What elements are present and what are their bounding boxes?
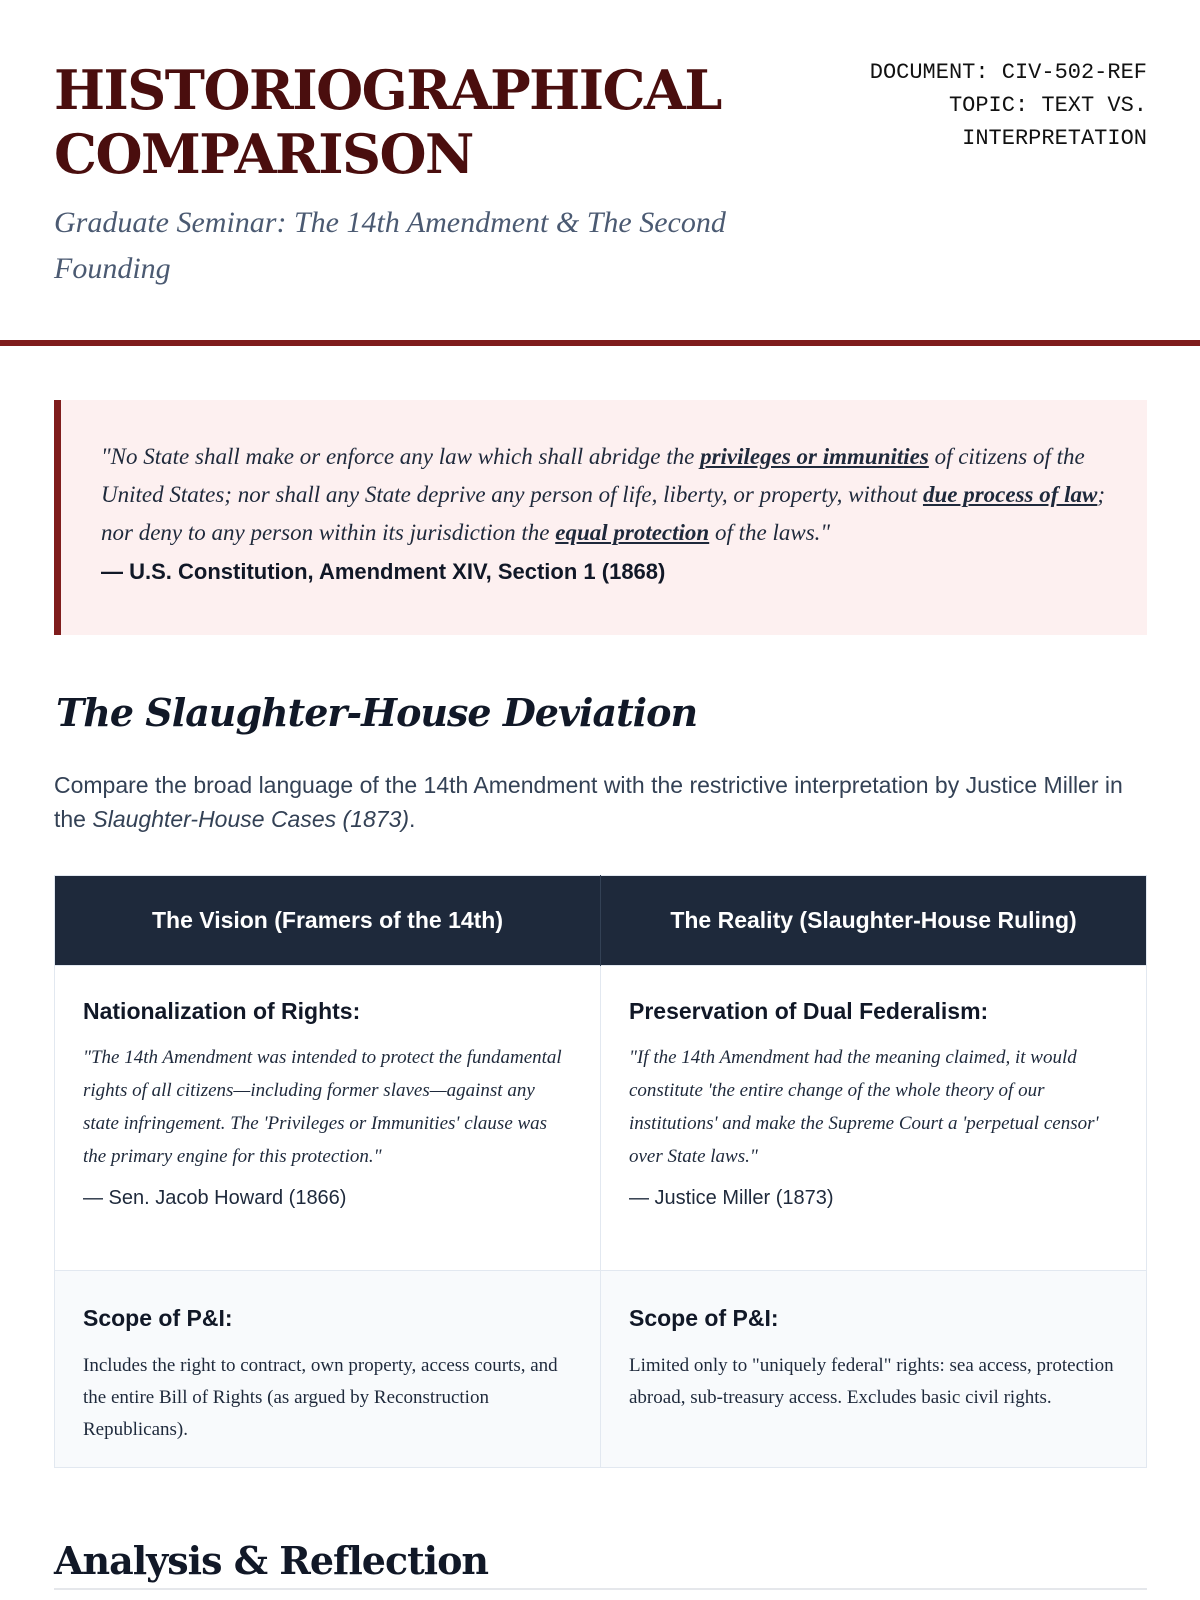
section-intro (54, 768, 1154, 836)
table-header-row (55, 876, 1147, 966)
document-meta (870, 56, 1147, 155)
cell-title: Nationalization of Rights: (83, 998, 361, 1024)
cell-title: Scope of P&I: (629, 1305, 779, 1331)
title-line-1: HISTORIOGRAPHICAL (54, 58, 721, 122)
cell-quote: "The 14th Amendment was intended to protect the fundamental rights of all citizens—including former slaves—against any state infringement. The 'Privileges or Immunities' clause was the primary engine for this protection." (83, 1047, 562, 1167)
case-name: Slaughter-House Cases (1873) (92, 806, 410, 832)
quote-citation: — U.S. Constitution, Amendment XIV, Section 1 (1868) (101, 559, 666, 584)
cell-body: Limited only to "uniquely federal" rights: sea access, protection abroad, sub-treasury access. Excludes basic civil rights. (629, 1355, 1114, 1408)
cell-quote: "If the 14th Amendment had the meaning claimed, it would constitute 'the entire change of the whole theory of our institutions' and make the Supreme Court a 'perpetual censor' over State laws." (629, 1047, 1099, 1167)
document-header (54, 58, 774, 292)
quote-part-4: of the laws." (709, 520, 831, 545)
section-heading-slaughter-house: The Slaughter-House Deviation (56, 690, 698, 735)
title-line-2: COMPARISON (54, 122, 473, 186)
cell-title: Preservation of Dual Federalism: (629, 998, 989, 1024)
table-cell (55, 966, 601, 1271)
quote-text (101, 438, 1107, 552)
topic-line-2: INTERPRETATION (962, 126, 1147, 151)
column-header-vision: The Vision (Framers of the 14th) (55, 876, 601, 966)
page-subtitle: Graduate Seminar: The 14th Amendment & The Second Founding (54, 206, 726, 285)
comparison-table (54, 875, 1147, 1468)
section-heading-analysis: Analysis & Reflection (54, 1538, 489, 1583)
table-cell (601, 966, 1147, 1271)
table-cell (601, 1271, 1147, 1468)
column-header-reality: The Reality (Slaughter-House Ruling) (601, 876, 1147, 966)
table-cell (55, 1271, 601, 1468)
term-privileges-immunities: privileges or immunities (700, 444, 929, 469)
section-divider (54, 1588, 1147, 1590)
quote-part-1: "No State shall make or enforce any law which shall abridge the (101, 444, 701, 469)
document-id: DOCUMENT: CIV-502-REF (869, 60, 1147, 85)
cell-body: Includes the right to contract, own property, access courts, and the entire Bill of Rights (as argued by Reconstruction Republicans). (83, 1355, 558, 1440)
header-divider (0, 340, 1200, 346)
topic-line-1: TOPIC: TEXT VS. (948, 93, 1147, 118)
quote-part-3: ; nor deny to any person within its jurisdiction the (101, 482, 1106, 545)
table-row (55, 966, 1147, 1271)
quote-part-2: of citizens of the United States; nor shall any State deprive any person of life, liberty, or property, without (101, 444, 1085, 507)
term-equal-protection: equal protection (555, 520, 710, 545)
term-due-process: due process of law (922, 482, 1098, 507)
cell-attribution: — Justice Miller (1873) (629, 1187, 834, 1209)
table-row (55, 1271, 1147, 1468)
intro-text: Compare the broad language of the 14th Amendment with the restrictive interpretation by Justice Miller in the (54, 772, 1123, 832)
intro-suffix: . (409, 806, 416, 832)
page-title (54, 58, 774, 186)
cell-attribution: — Sen. Jacob Howard (1866) (83, 1187, 347, 1209)
cell-title: Scope of P&I: (83, 1305, 233, 1331)
constitution-quote-block (54, 400, 1147, 635)
